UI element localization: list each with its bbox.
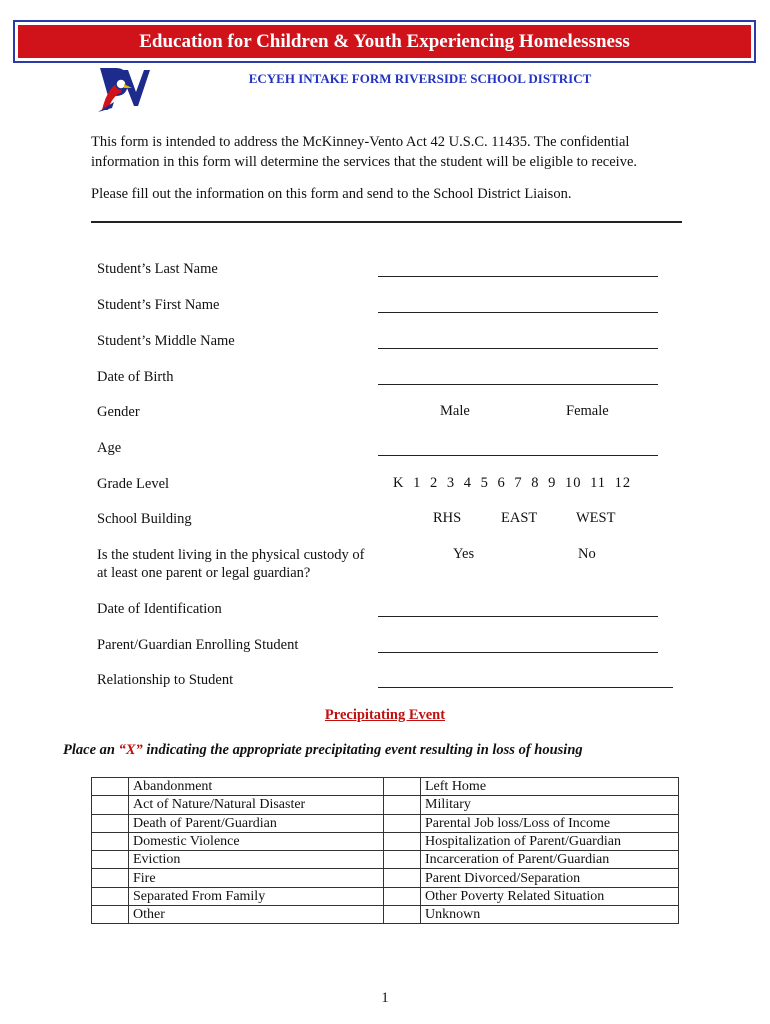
checkbox-domestic-violence[interactable] [92, 832, 129, 850]
checkbox-hospitalization[interactable] [384, 832, 421, 850]
date-identification-field[interactable] [378, 616, 658, 617]
checkbox-divorce[interactable] [384, 869, 421, 887]
checkbox-natural-disaster[interactable] [92, 796, 129, 814]
event-label: Incarceration of Parent/Guardian [421, 851, 679, 869]
table-row [92, 814, 679, 832]
school-logo-eagle-icon [94, 62, 150, 114]
instructions-paragraph: Please fill out the information on this form and send to the School District Liaison. [91, 186, 572, 202]
event-label: Act of Nature/Natural Disaster [129, 796, 384, 814]
divider [91, 221, 682, 223]
last-name-field[interactable] [378, 276, 658, 277]
gender-label: Gender [97, 404, 140, 420]
event-label: Military [421, 796, 679, 814]
checkbox-left-home[interactable] [384, 778, 421, 796]
table-row [92, 887, 679, 905]
grade-options[interactable]: K 1 2 3 4 5 6 7 8 9 10 11 12 [393, 475, 632, 491]
event-label: Abandonment [129, 778, 384, 796]
school-option-west[interactable]: WEST [576, 510, 616, 526]
event-label: Domestic Violence [129, 832, 384, 850]
middle-name-label: Student’s Middle Name [97, 333, 235, 349]
table-row [92, 796, 679, 814]
event-label: Hospitalization of Parent/Guardian [421, 832, 679, 850]
page-number: 1 [381, 990, 389, 1006]
checkbox-military[interactable] [384, 796, 421, 814]
event-label: Other Poverty Related Situation [421, 887, 679, 905]
school-option-east[interactable]: EAST [501, 510, 538, 526]
checkbox-unknown[interactable] [384, 906, 421, 924]
date-identification-label: Date of Identification [97, 601, 222, 617]
event-label: Separated From Family [129, 887, 384, 905]
checkbox-other[interactable] [92, 906, 129, 924]
checkbox-incarceration[interactable] [384, 851, 421, 869]
table-row [92, 906, 679, 924]
checkbox-abandonment[interactable] [92, 778, 129, 796]
checkbox-fire[interactable] [92, 869, 129, 887]
guardian-label: Parent/Guardian Enrolling Student [97, 637, 299, 653]
event-label: Other [129, 906, 384, 924]
first-name-label: Student’s First Name [97, 297, 220, 313]
age-field[interactable] [378, 455, 658, 456]
table-row [92, 851, 679, 869]
relationship-field[interactable] [378, 687, 673, 688]
dob-field[interactable] [378, 384, 658, 385]
gender-option-female[interactable]: Female [566, 403, 609, 419]
age-label: Age [97, 440, 122, 456]
grade-label: Grade Level [97, 476, 170, 492]
event-label: Eviction [129, 851, 384, 869]
table-row [92, 832, 679, 850]
checkbox-job-loss[interactable] [384, 814, 421, 832]
dob-label: Date of Birth [97, 369, 174, 385]
last-name-label: Student’s Last Name [97, 261, 218, 277]
title-banner [13, 20, 756, 63]
event-label: Parent Divorced/Separation [421, 869, 679, 887]
event-label: Left Home [421, 778, 679, 796]
precipitating-instruction: Place an “X” indicating the appropriate precipitating event resulting in loss of housing [63, 742, 583, 758]
school-label: School Building [97, 511, 192, 527]
custody-option-no[interactable]: No [578, 546, 596, 562]
checkbox-death-of-parent[interactable] [92, 814, 129, 832]
checkbox-eviction[interactable] [92, 851, 129, 869]
event-label: Death of Parent/Guardian [129, 814, 384, 832]
school-option-rhs[interactable]: RHS [433, 510, 462, 526]
relationship-label: Relationship to Student [97, 672, 234, 688]
table-row [92, 869, 679, 887]
banner-title: Education for Children & Youth Experiencing Homelessness [18, 25, 751, 58]
intro-paragraph: This form is intended to address the McKinney-Vento Act 42 U.S.C. 11435. The confidential information in this form will determine the services that the student will be eligible to receive. [91, 134, 638, 170]
gender-option-male[interactable]: Male [440, 403, 470, 419]
event-label: Parental Job loss/Loss of Income [421, 814, 679, 832]
custody-label: Is the student living in the physical custody of at least one parent or legal guardian? [97, 547, 365, 581]
precipitating-events-table [91, 777, 679, 924]
middle-name-field[interactable] [378, 348, 658, 349]
first-name-field[interactable] [378, 312, 658, 313]
custody-option-yes[interactable]: Yes [453, 546, 475, 562]
precipitating-event-title: Precipitating Event [324, 707, 446, 723]
checkbox-poverty[interactable] [384, 887, 421, 905]
form-subtitle: ECYEH INTAKE FORM RIVERSIDE SCHOOL DISTRICT [248, 71, 592, 86]
event-label: Fire [129, 869, 384, 887]
checkbox-separated[interactable] [92, 887, 129, 905]
event-label: Unknown [421, 906, 679, 924]
table-row [92, 778, 679, 796]
guardian-field[interactable] [378, 652, 658, 653]
